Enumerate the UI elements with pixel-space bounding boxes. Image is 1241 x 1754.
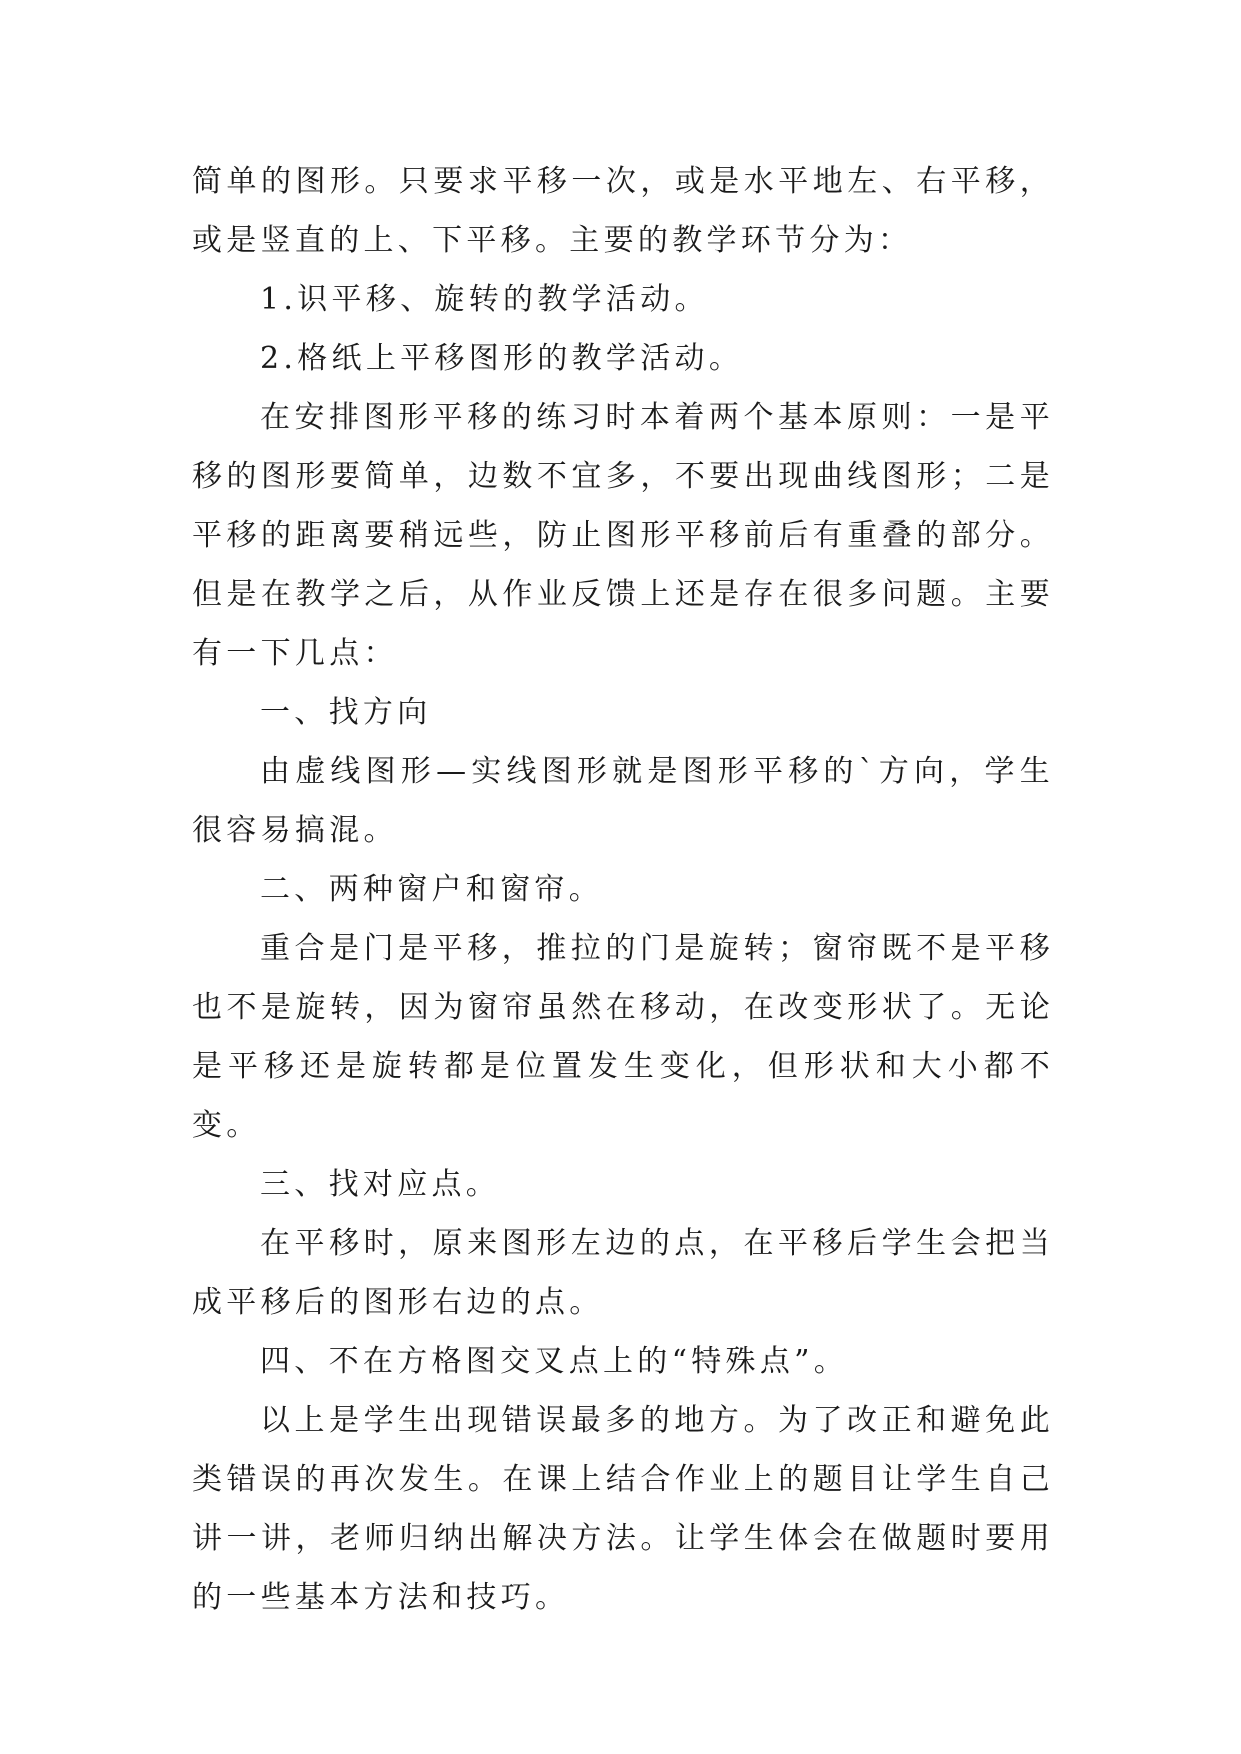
list-item-2: 2.格纸上平移图形的教学活动。 — [260, 341, 744, 376]
paragraph-direction: 由虚线图形—实线图形就是图形平移的`方向，学生很容易搞混。 — [192, 754, 1054, 848]
list-item-1: 1.识平移、旋转的教学活动。 — [260, 282, 709, 317]
paragraph-conclusion: 以上是学生出现错误最多的地方。为了改正和避免此类错误的再次发生。在课上结合作业上的题目让学生自己讲一讲，老师归纳出解决方法。让学生体会在做题时要用的一些基本方法和技巧。 — [192, 1403, 1054, 1615]
document-page — [192, 152, 1054, 1627]
section-heading-4: 四、不在方格图交叉点上的“特殊点”。 — [260, 1344, 849, 1379]
paragraph-windows: 重合是门是平移，推拉的门是旋转；窗帘既不是平移也不是旋转，因为窗帘虽然在移动，在改变形状了。无论是平移还是旋转都是位置发生变化，但形状和大小都不变。 — [192, 931, 1054, 1143]
paragraph-corresponding-points: 在平移时，原来图形左边的点，在平移后学生会把当成平移后的图形右边的点。 — [192, 1226, 1054, 1320]
paragraph-continuation: 简单的图形。只要求平移一次，或是水平地左、右平移，或是竖直的上、下平移。主要的教学环节分为： — [192, 164, 1054, 258]
section-heading-2: 二、两种窗户和窗帘。 — [260, 872, 603, 907]
section-heading-3: 三、找对应点。 — [260, 1167, 501, 1202]
section-heading-1: 一、找方向 — [260, 695, 432, 730]
paragraph-principles: 在安排图形平移的练习时本着两个基本原则：一是平移的图形要简单，边数不宜多，不要出现曲线图形；二是平移的距离要稍远些，防止图形平移前后有重叠的部分。但是在教学之后，从作业反馈上还是存在很多问题。主要有一下几点： — [192, 400, 1054, 671]
